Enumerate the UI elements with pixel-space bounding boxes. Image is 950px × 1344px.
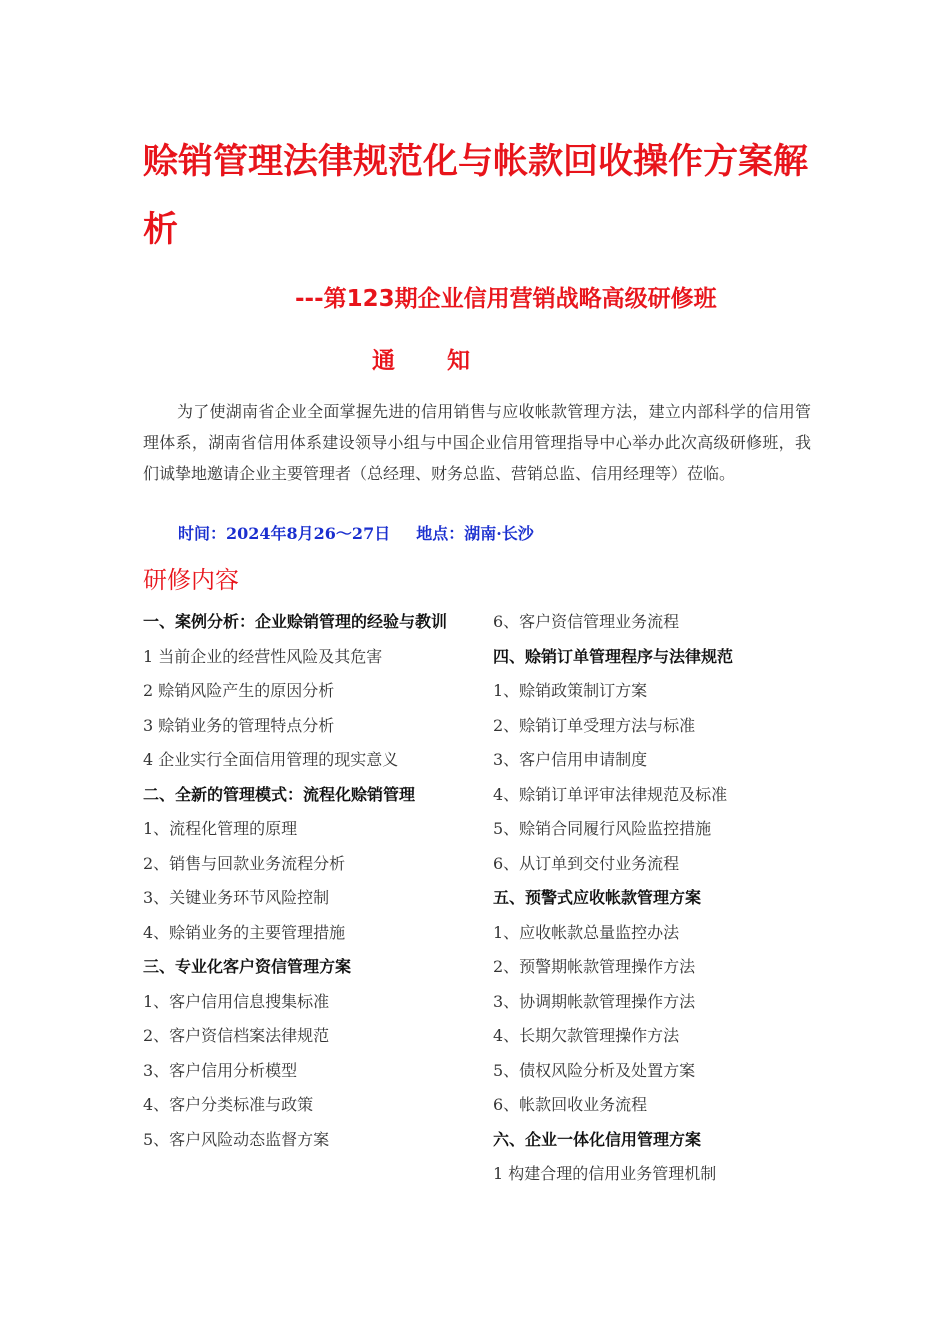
notice-char-1: 通	[372, 348, 395, 374]
event-meta	[178, 521, 534, 544]
outline-item: 3 赊销业务的管理特点分析	[143, 715, 335, 735]
outline-item: 2、赊销订单受理方法与标准	[493, 715, 696, 735]
event-location: 地点：湖南·长沙	[416, 524, 534, 543]
outline-item: 6、客户资信管理业务流程	[493, 612, 680, 631]
outline-item: 1、赊销政策制订方案	[493, 681, 648, 700]
outline-item: 5、客户风险动态监督方案	[143, 1129, 330, 1149]
outline-item: 5、赊销合同履行风险监控措施	[493, 819, 712, 838]
section-title: 研修内容	[143, 566, 239, 594]
outline-heading: 三、专业化客户资信管理方案	[143, 957, 352, 976]
outline-item: 3、协调期帐款管理操作方法	[493, 991, 696, 1011]
outline-item: 4、赊销业务的主要管理措施	[143, 922, 346, 942]
outline-item: 1 构建合理的信用业务管理机制	[493, 1164, 717, 1183]
outline-item: 6、帐款回收业务流程	[493, 1095, 648, 1114]
outline-right-column	[493, 605, 813, 1192]
intro-paragraph: 为了使湖南省企业全面掌握先进的信用销售与应收帐款管理方法，建立内部科学的信用管理体系，湖南省信用体系建设领导小组与中国企业信用管理指导中心举办此次高级研修班，我们诚挚地邀请企业主要管理者（总经理、财务总监、营销总监、信用经理等）莅临。	[143, 402, 811, 483]
outline-heading: 六、企业一体化信用管理方案	[493, 1129, 702, 1149]
outline-item: 5、债权风险分析及处置方案	[493, 1060, 696, 1080]
outline-item: 4、赊销订单评审法律规范及标准	[493, 784, 728, 804]
outline-item: 1、客户信用信息搜集标准	[143, 991, 330, 1011]
notice-char-2: 知	[447, 348, 470, 374]
outline-item: 2 赊销风险产生的原因分析	[143, 681, 335, 700]
outline-item: 3、关键业务环节风险控制	[143, 888, 330, 907]
event-time: 时间：2024年8月26～27日	[178, 524, 391, 543]
notice-heading	[372, 342, 470, 375]
outline-item: 3、客户信用分析模型	[143, 1060, 298, 1080]
outline-item: 3、客户信用申请制度	[493, 750, 648, 769]
outline-item: 4 企业实行全面信用管理的现实意义	[143, 750, 399, 769]
outline-heading: 四、赊销订单管理程序与法律规范	[493, 646, 734, 666]
outline-item: 4、长期欠款管理操作方法	[493, 1026, 680, 1045]
outline-heading: 二、全新的管理模式：流程化赊销管理	[143, 784, 416, 804]
outline-left-column	[143, 605, 468, 1157]
outline-item: 1、流程化管理的原理	[143, 819, 298, 838]
outline-item: 6、从订单到交付业务流程	[493, 853, 680, 873]
outline-item: 2、预警期帐款管理操作方法	[493, 957, 696, 976]
outline-item: 4、客户分类标准与政策	[143, 1095, 314, 1114]
outline-item: 2、销售与回款业务流程分析	[143, 853, 346, 873]
outline-heading: 一、案例分析：企业赊销管理的经验与教训	[143, 612, 448, 631]
outline-item: 1、应收帐款总量监控办法	[493, 922, 680, 942]
outline-item: 1 当前企业的经营性风险及其危害	[143, 646, 383, 666]
document-subtitle: ---第123期企业信用营销战略高级研修班	[295, 286, 717, 312]
outline-heading: 五、预警式应收帐款管理方案	[493, 888, 702, 907]
document-title: 赊销管理法律规范化与帐款回收操作方案解析	[143, 142, 809, 250]
outline-item: 2、客户资信档案法律规范	[143, 1026, 330, 1045]
